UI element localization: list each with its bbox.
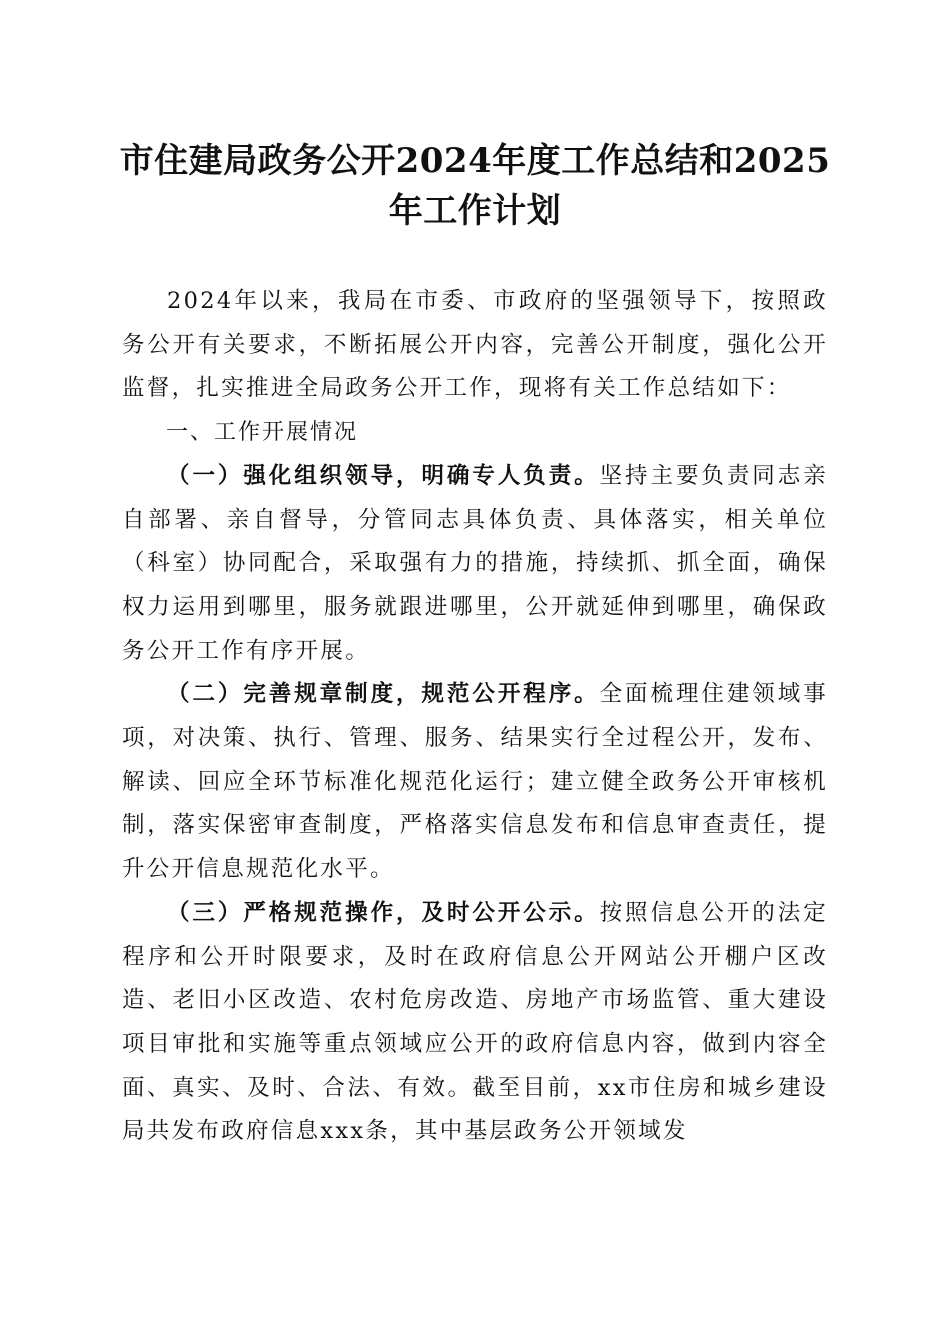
item-heading-1: （一）强化组织领导，明确专人负责。	[167, 462, 600, 489]
item-heading-2: （二）完善规章制度，规范公开程序。	[167, 681, 600, 708]
item-text-1: 坚持主要负责同志亲自部署、亲自督导，分管同志具体负责、具体落实，相关单位（科室）协同配合，采取强有力的措施，持续抓、抓全面，确保权力运用到哪里，服务就跟进哪里，公开就延伸到哪里，确保政务公开工作有序开展。	[122, 462, 828, 664]
document-body	[122, 280, 828, 1154]
item-text-2: 全面梳理住建领域事项，对决策、执行、管理、服务、结果实行全过程公开，发布、解读、回应全环节标准化规范化运行；建立健全政务公开审核机制，落实保密审查制度，严格落实信息发布和信息审查责任，提升公开信息规范化水平。	[122, 681, 828, 883]
document-title	[100, 136, 850, 236]
item-paragraph-1	[122, 455, 828, 674]
item-heading-3: （三）严格规范操作，及时公开公示。	[167, 899, 600, 926]
item-paragraph-2	[122, 673, 828, 892]
section-heading: 一、工作开展情况	[166, 420, 359, 446]
title-line-2: 年工作计划	[388, 191, 562, 231]
title-line-1: 市住建局政务公开2024年度工作总结和2025	[119, 141, 831, 181]
intro-paragraph: 2024年以来，我局在市委、市政府的坚强领导下，按照政务公开有关要求，不断拓展公开内容，完善公开制度，强化公开监督，扎实推进全局政务公开工作，现将有关工作总结如下：	[122, 288, 828, 402]
item-text-3: 按照信息公开的法定程序和公开时限要求，及时在政府信息公开网站公开棚户区改造、老旧小区改造、农村危房改造、房地产市场监管、重大建设项目审批和实施等重点领域应公开的政府信息内容，做到内容全面、真实、及时、合法、有效。截至目前，xx市住房和城乡建设局共发布政府信息xxx条，其中基层政务公开领域发	[122, 899, 828, 1145]
item-paragraph-3	[122, 892, 828, 1154]
